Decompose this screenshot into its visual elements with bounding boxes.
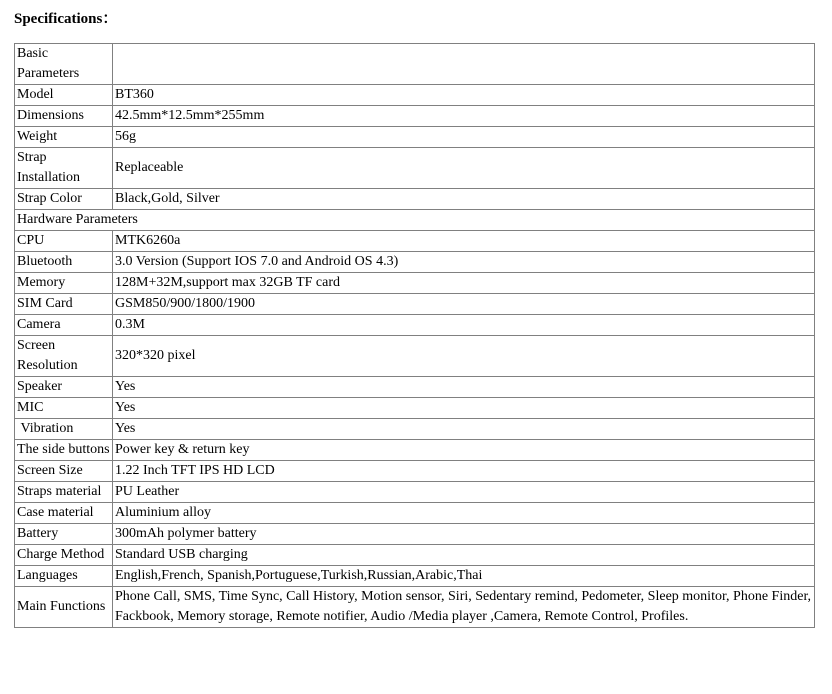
table-row bbox=[15, 315, 815, 336]
spec-label-cell: The side buttons bbox=[15, 440, 113, 461]
table-row bbox=[15, 566, 815, 587]
spec-value-cell: Yes bbox=[113, 398, 815, 419]
spec-value-cell: PU Leather bbox=[113, 482, 815, 503]
table-row bbox=[15, 273, 815, 294]
spec-value-cell: Yes bbox=[113, 419, 815, 440]
spec-label-cell: Strap Installation bbox=[15, 148, 113, 189]
table-row bbox=[15, 106, 815, 127]
spec-label-cell: Charge Method bbox=[15, 545, 113, 566]
table-row bbox=[15, 461, 815, 482]
table-row bbox=[15, 482, 815, 503]
table-row bbox=[15, 587, 815, 628]
specifications-table bbox=[14, 43, 815, 628]
spec-value-cell: 320*320 pixel bbox=[113, 336, 815, 377]
table-row bbox=[15, 252, 815, 273]
spec-value-cell: 42.5mm*12.5mm*255mm bbox=[113, 106, 815, 127]
table-row bbox=[15, 44, 815, 85]
spec-value-cell: Power key & return key bbox=[113, 440, 815, 461]
spec-value-cell: GSM850/900/1800/1900 bbox=[113, 294, 815, 315]
table-row bbox=[15, 148, 815, 189]
spec-label-cell: MIC bbox=[15, 398, 113, 419]
spec-label-cell: SIM Card bbox=[15, 294, 113, 315]
spec-label-cell: Vibration bbox=[15, 419, 113, 440]
spec-label-cell: Strap Color bbox=[15, 189, 113, 210]
spec-value-cell: 300mAh polymer battery bbox=[113, 524, 815, 545]
table-row bbox=[15, 231, 815, 252]
table-row bbox=[15, 127, 815, 148]
spec-label-cell: Basic Parameters bbox=[15, 44, 113, 85]
spec-label-cell: CPU bbox=[15, 231, 113, 252]
spec-value-cell: Phone Call, SMS, Time Sync, Call History, Motion sensor, Siri, Sedentary remind, Pedometer, Sleep monitor, Phone Finder, Fackbook, Memory storage, Remote notifier, Audio /Media player ,Camera, Remote Control, Profiles. bbox=[113, 587, 815, 628]
spec-label-cell: Straps material bbox=[15, 482, 113, 503]
spec-value-cell: Black,Gold, Silver bbox=[113, 189, 815, 210]
spec-label-cell: Weight bbox=[15, 127, 113, 148]
spec-value-cell: 128M+32M,support max 32GB TF card bbox=[113, 273, 815, 294]
spec-label-cell: Memory bbox=[15, 273, 113, 294]
table-row bbox=[15, 398, 815, 419]
table-row bbox=[15, 85, 815, 106]
section-header-cell: Hardware Parameters bbox=[15, 210, 815, 231]
spec-label-cell: Dimensions bbox=[15, 106, 113, 127]
page-title: Specifications： bbox=[14, 11, 118, 27]
spec-value-cell: Standard USB charging bbox=[113, 545, 815, 566]
spec-table-body bbox=[15, 44, 815, 628]
table-row bbox=[15, 336, 815, 377]
spec-value-cell bbox=[113, 44, 815, 85]
spec-label-cell: Bluetooth bbox=[15, 252, 113, 273]
spec-value-cell: 1.22 Inch TFT IPS HD LCD bbox=[113, 461, 815, 482]
table-row bbox=[15, 189, 815, 210]
spec-label-cell: Main Functions bbox=[15, 587, 113, 628]
spec-value-cell: 56g bbox=[113, 127, 815, 148]
spec-value-cell: English,French, Spanish,Portuguese,Turkish,Russian,Arabic,Thai bbox=[113, 566, 815, 587]
spec-value-cell: Aluminium alloy bbox=[113, 503, 815, 524]
spec-label-cell: Screen Resolution bbox=[15, 336, 113, 377]
table-row bbox=[15, 524, 815, 545]
table-row bbox=[15, 419, 815, 440]
spec-value-cell: 0.3M bbox=[113, 315, 815, 336]
spec-label-cell: Screen Size bbox=[15, 461, 113, 482]
table-row bbox=[15, 545, 815, 566]
spec-label-cell: Battery bbox=[15, 524, 113, 545]
table-row bbox=[15, 377, 815, 398]
spec-value-cell: 3.0 Version (Support IOS 7.0 and Android OS 4.3) bbox=[113, 252, 815, 273]
spec-value-cell: BT360 bbox=[113, 85, 815, 106]
table-row bbox=[15, 294, 815, 315]
spec-label-cell: Model bbox=[15, 85, 113, 106]
spec-label-cell: Camera bbox=[15, 315, 113, 336]
spec-label-cell: Languages bbox=[15, 566, 113, 587]
spec-label-cell: Speaker bbox=[15, 377, 113, 398]
spec-label-cell: Case material bbox=[15, 503, 113, 524]
spec-value-cell: MTK6260a bbox=[113, 231, 815, 252]
spec-value-cell: Yes bbox=[113, 377, 815, 398]
table-row bbox=[15, 210, 815, 231]
table-row bbox=[15, 440, 815, 461]
table-row bbox=[15, 503, 815, 524]
spec-value-cell: Replaceable bbox=[113, 148, 815, 189]
